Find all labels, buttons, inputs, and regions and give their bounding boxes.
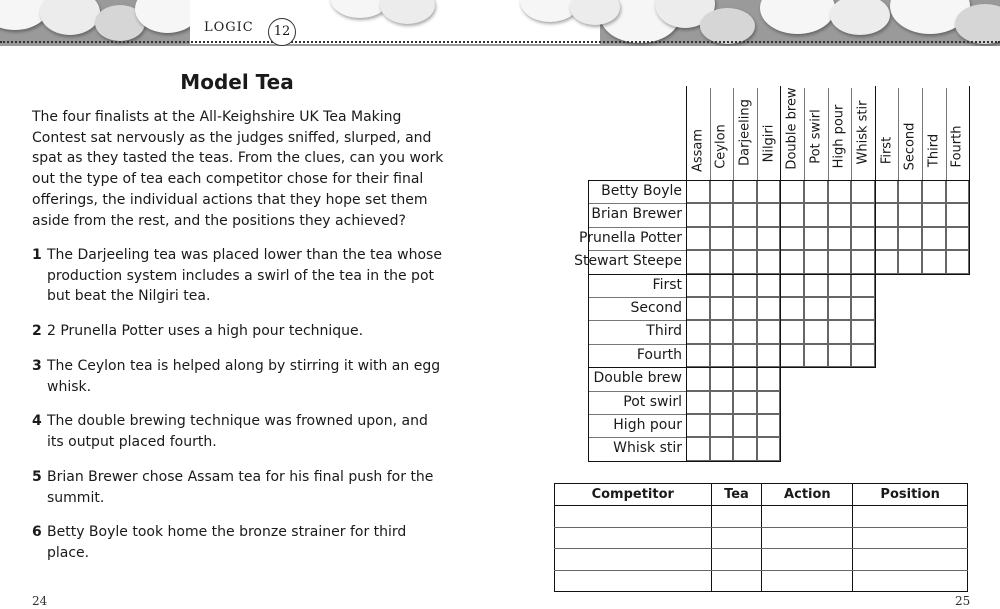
puzzle-intro: The four finalists at the All-Keighshire UK Tea Making Contest sat nervously as the judges sniffed, slurped, and spat as they tasted the teas. From the clues, can you work out the type of tea each competitor chose for their final offerings, the individual actions that they hope set them aside from the rest, and the positions they achieved? xyxy=(32,109,444,229)
column-header: High pour xyxy=(831,104,847,169)
answer-header-competitor: Competitor xyxy=(555,484,712,506)
grid-cell[interactable] xyxy=(780,274,804,297)
row-label: High pour xyxy=(613,417,682,433)
grid-cell[interactable] xyxy=(946,180,970,203)
clue-number: 1 xyxy=(32,247,42,263)
grid-cell[interactable] xyxy=(686,250,710,273)
grid-cell[interactable] xyxy=(686,203,710,226)
column-header: Darjeeling xyxy=(737,99,753,166)
row-label: Brian Brewer xyxy=(591,206,682,223)
grid-cell[interactable] xyxy=(922,227,946,250)
grid-cell[interactable] xyxy=(710,414,734,437)
answer-cell[interactable] xyxy=(711,570,762,592)
answer-row xyxy=(555,549,968,571)
answer-row xyxy=(555,527,968,549)
grid-cell[interactable] xyxy=(922,250,946,273)
column-header: Double brew xyxy=(784,87,800,170)
row-label: Whisk stir xyxy=(613,440,682,457)
grid-cell[interactable] xyxy=(828,297,852,320)
grid-cell[interactable] xyxy=(804,180,828,203)
grid-cell[interactable] xyxy=(710,367,734,390)
grid-cell[interactable] xyxy=(733,227,757,250)
answer-row xyxy=(555,506,968,528)
row-label: Betty Boyle xyxy=(601,183,682,199)
column-header: Fourth xyxy=(949,125,965,168)
grid-cell[interactable] xyxy=(757,414,781,437)
grid-cell[interactable] xyxy=(875,203,899,226)
grid-cell[interactable] xyxy=(710,297,734,320)
clue-text: The Darjeeling tea was placed lower than the tea whose production system includes a swirl of the tea in the pot but beat the Nilgiri tea. xyxy=(47,247,442,305)
grid-cell[interactable] xyxy=(733,391,757,414)
grid-cell[interactable] xyxy=(804,320,828,343)
column-header: Assam xyxy=(690,128,706,173)
answer-table xyxy=(554,483,968,592)
grid-cell[interactable] xyxy=(828,250,852,273)
grid-cell[interactable] xyxy=(898,250,922,273)
answer-row xyxy=(555,570,968,592)
grid-cell[interactable] xyxy=(946,250,970,273)
grid-cell[interactable] xyxy=(828,320,852,343)
grid-cell[interactable] xyxy=(922,203,946,226)
right-page-number: 25 xyxy=(955,594,971,608)
column-header: Whisk stir xyxy=(855,100,871,165)
clue-text: The double brewing technique was frowned upon, and its output placed fourth. xyxy=(47,413,428,450)
grid-cell[interactable] xyxy=(757,203,781,226)
answer-cell[interactable] xyxy=(711,506,762,528)
grid-cell[interactable] xyxy=(733,274,757,297)
answer-header-position: Position xyxy=(853,484,968,506)
column-header: Pot swirl xyxy=(808,108,824,164)
grid-cell[interactable] xyxy=(686,297,710,320)
grid-cell[interactable] xyxy=(780,344,804,367)
grid-cell[interactable] xyxy=(875,180,899,203)
grid-cell[interactable] xyxy=(851,203,875,226)
grid-cell[interactable] xyxy=(686,320,710,343)
row-label: Double brew xyxy=(593,370,682,387)
grid-cell[interactable] xyxy=(828,274,852,297)
grid-cell[interactable] xyxy=(946,227,970,250)
column-header: First xyxy=(879,136,895,165)
answer-cell[interactable] xyxy=(711,549,762,571)
answer-header-action: Action xyxy=(762,484,853,506)
grid-cell[interactable] xyxy=(686,274,710,297)
grid-cell[interactable] xyxy=(757,320,781,343)
row-label: Stewart Steepe xyxy=(574,253,682,270)
grid-cell[interactable] xyxy=(710,344,734,367)
grid-cell[interactable] xyxy=(710,320,734,343)
answer-cell[interactable] xyxy=(555,527,712,549)
grid-cell[interactable] xyxy=(686,414,710,437)
grid-cell[interactable] xyxy=(780,227,804,250)
column-header: Nilgiri xyxy=(761,124,777,163)
grid-cell[interactable] xyxy=(757,437,781,460)
answer-cell[interactable] xyxy=(853,549,968,571)
grid-cell[interactable] xyxy=(875,227,899,250)
grid-cell[interactable] xyxy=(851,320,875,343)
grid-cell[interactable] xyxy=(733,320,757,343)
grid-cell[interactable] xyxy=(710,180,734,203)
grid-cell[interactable] xyxy=(828,227,852,250)
clue-text: The Ceylon tea is helped along by stirring it with an egg whisk. xyxy=(47,358,441,395)
grid-cell[interactable] xyxy=(804,203,828,226)
grid-cell[interactable] xyxy=(710,437,734,460)
grid-cell[interactable] xyxy=(757,297,781,320)
answer-cell[interactable] xyxy=(555,549,712,571)
grid-cell[interactable] xyxy=(733,250,757,273)
grid-cell[interactable] xyxy=(898,227,922,250)
grid-cell[interactable] xyxy=(804,344,828,367)
answer-header-tea: Tea xyxy=(711,484,762,506)
grid-cell[interactable] xyxy=(710,203,734,226)
answer-cell[interactable] xyxy=(853,570,968,592)
grid-cell[interactable] xyxy=(851,274,875,297)
answer-cell[interactable] xyxy=(555,506,712,528)
grid-cell[interactable] xyxy=(686,437,710,460)
grid-cell[interactable] xyxy=(686,344,710,367)
grid-cell[interactable] xyxy=(780,180,804,203)
grid-cell[interactable] xyxy=(710,227,734,250)
answer-cell[interactable] xyxy=(853,527,968,549)
grid-cell[interactable] xyxy=(686,180,710,203)
grid-cell[interactable] xyxy=(780,320,804,343)
answer-cell[interactable] xyxy=(762,527,853,549)
grid-cell[interactable] xyxy=(733,180,757,203)
row-label: Prunella Potter xyxy=(579,229,682,246)
grid-cell[interactable] xyxy=(851,227,875,250)
grid-cell[interactable] xyxy=(733,367,757,390)
column-header: Ceylon xyxy=(713,124,729,170)
answer-cell[interactable] xyxy=(762,570,853,592)
grid-cell[interactable] xyxy=(710,274,734,297)
grid-cell[interactable] xyxy=(733,414,757,437)
grid-cell[interactable] xyxy=(733,203,757,226)
grid-cell[interactable] xyxy=(757,180,781,203)
grid-cell[interactable] xyxy=(898,203,922,226)
grid-cell[interactable] xyxy=(804,297,828,320)
grid-cell[interactable] xyxy=(733,437,757,460)
grid-cell[interactable] xyxy=(804,227,828,250)
grid-cell[interactable] xyxy=(804,250,828,273)
grid-cell[interactable] xyxy=(757,274,781,297)
grid-cell[interactable] xyxy=(757,250,781,273)
grid-cell[interactable] xyxy=(828,344,852,367)
grid-cell[interactable] xyxy=(686,367,710,390)
grid-cell[interactable] xyxy=(757,391,781,414)
grid-cell[interactable] xyxy=(804,274,828,297)
row-label: Pot swirl xyxy=(623,393,682,410)
clue-text: Betty Boyle took home the bronze strainer for third place. xyxy=(47,524,407,561)
grid-cell[interactable] xyxy=(851,180,875,203)
answer-cell[interactable] xyxy=(762,549,853,571)
grid-cell[interactable] xyxy=(780,203,804,226)
answer-cell[interactable] xyxy=(762,506,853,528)
clue-number: 2 xyxy=(32,323,42,339)
grid-cell[interactable] xyxy=(875,250,899,273)
column-header: Third xyxy=(926,133,942,168)
grid-cell[interactable] xyxy=(851,297,875,320)
row-label: Third xyxy=(646,323,682,340)
answer-cell[interactable] xyxy=(711,527,762,549)
grid-cell[interactable] xyxy=(733,344,757,367)
grid-cell[interactable] xyxy=(733,297,757,320)
grid-cell[interactable] xyxy=(851,344,875,367)
left-page-number: 24 xyxy=(32,594,48,608)
grid-cell[interactable] xyxy=(757,367,781,390)
grid-cell[interactable] xyxy=(710,250,734,273)
clue-number: 3 xyxy=(32,358,42,374)
clue-number: 5 xyxy=(32,469,42,485)
grid-cell[interactable] xyxy=(757,227,781,250)
grid-cell[interactable] xyxy=(898,180,922,203)
grid-cell[interactable] xyxy=(828,203,852,226)
column-header: Second xyxy=(902,122,918,171)
row-label: First xyxy=(652,276,682,293)
row-label: Fourth xyxy=(636,346,682,363)
grid-cell[interactable] xyxy=(851,250,875,273)
grid-cell[interactable] xyxy=(757,344,781,367)
answer-cell[interactable] xyxy=(853,506,968,528)
answer-cell[interactable] xyxy=(555,570,712,592)
grid-cell[interactable] xyxy=(946,203,970,226)
row-label: Second xyxy=(630,300,682,316)
grid-cell[interactable] xyxy=(922,180,946,203)
puzzle-number-badge: 12 xyxy=(268,18,296,46)
clue-number: 6 xyxy=(32,524,42,540)
grid-cell[interactable] xyxy=(686,391,710,414)
puzzle-title: Model Tea xyxy=(180,70,294,94)
section-label: LOGIC xyxy=(204,20,254,35)
grid-cell[interactable] xyxy=(828,180,852,203)
grid-cell[interactable] xyxy=(780,297,804,320)
grid-cell[interactable] xyxy=(686,227,710,250)
grid-cell[interactable] xyxy=(710,391,734,414)
clue-text: 2 Prunella Potter uses a high pour technique. xyxy=(47,323,364,339)
grid-cell[interactable] xyxy=(780,250,804,273)
clue-text: Brian Brewer chose Assam tea for his final push for the summit. xyxy=(47,469,434,506)
clue-number: 4 xyxy=(32,413,42,429)
